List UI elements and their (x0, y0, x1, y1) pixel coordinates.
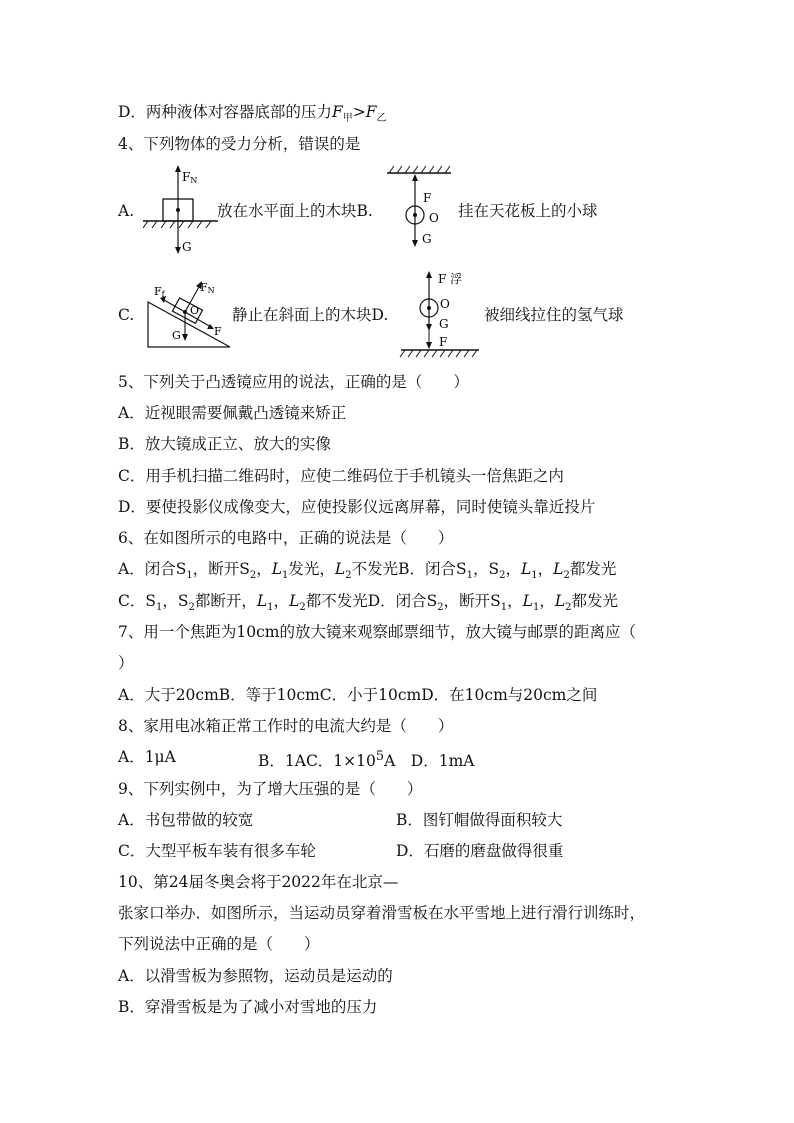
q10-stem-line-3: 下列说法中正确的是（ ） (118, 935, 320, 953)
q4-option-a-label: A. (118, 202, 135, 220)
q4-figure-d (395, 266, 485, 358)
q4-stem: 4、下列物体的受力分析，错误的是 (118, 135, 361, 153)
q5-option-c: C．用手机扫描二维码时，应使二维码位于手机镜头一倍焦距之内 (118, 467, 564, 485)
q6-options-row-2: C．$S_1$，$S_2$都断开，$L_1$，$L_2$都不发光D．闭合$S_2$，断开$S_1$，$L_1$，$L_2$都发光 (118, 592, 619, 614)
q7-options: A．大于20cmB．等于10cmC．小于10cmD．在10cm与20cm之间 (118, 686, 598, 704)
q9-option-a: A．书包带做的较宽 (118, 811, 254, 829)
svg-text:FN: FN (182, 170, 198, 185)
q10-stem-line-2: 张家口举办．如图所示，当运动员穿着滑雪板在水平雪地上进行滑行训练时， (118, 904, 646, 922)
q9-option-c: C．大型平板车装有很多车轮 (118, 842, 316, 860)
q7-stem-cont: ） (118, 654, 134, 672)
svg-text:F: F (214, 325, 222, 338)
svg-text:FN: FN (200, 281, 215, 295)
svg-text:Ff: Ff (154, 285, 165, 299)
q9-option-d: D．石磨的磨盘做得很重 (396, 842, 564, 860)
q4-option-b-text: 挂在天花板上的小球 (458, 202, 598, 220)
q7-stem: 7、用一个焦距为10cm的放大镜来观察邮票细节，放大镜与邮票的距离应（ (118, 623, 636, 641)
q6-stem: 6、在如图所示的电路中，正确的说法是（ ） (118, 529, 454, 547)
q5-option-a: A．近视眼需要佩戴凸透镜来矫正 (118, 404, 347, 422)
q8-option-a: A．1μA (118, 748, 176, 766)
q9-option-b: B．图钉帽做得面积较大 (396, 811, 563, 829)
q5-option-b: B．放大镜成正立、放大的实像 (118, 435, 331, 453)
svg-text:G: G (439, 317, 449, 331)
svg-text:O: O (440, 297, 450, 311)
q10-option-b: B．穿滑雪板是为了减小对雪地的压力 (118, 998, 378, 1016)
q6-options-row-1: A．闭合$S_1$，断开$S_2$，$L_1$发光，$L_2$不发光B．闭合$S_1$，$S_2$，$L_1$，$L_2$都发光 (118, 560, 617, 582)
q4-option-c-text: 静止在斜面上的木块D. (232, 306, 389, 324)
q8-options-bcd: B．1AC．$1\times 10^5A$ D．1mA (258, 749, 475, 771)
svg-text:F 浮: F 浮 (438, 272, 463, 286)
svg-text:F: F (439, 335, 448, 349)
q10-option-a: A．以滑雪板为参照物，运动员是运动的 (118, 967, 393, 985)
q9-stem: 9、下列实例中，为了增大压强的是（ ） (118, 780, 423, 798)
q8-stem: 8、家用电冰箱正常工作时的电流大约是（ ） (118, 717, 454, 735)
svg-text:F: F (423, 191, 432, 205)
q5-option-d: D．要使投影仪成像变大，应使投影仪远离屏幕，同时使镜头靠近投片 (118, 498, 596, 516)
q3-option-d: D．两种液体对容器底部的压力$F_甲>F_乙$ (118, 103, 387, 125)
q4-option-a-text: 放在水平面上的木块B. (217, 202, 373, 220)
svg-text:G: G (422, 232, 432, 246)
q4-option-d-text: 被细线拉住的氢气球 (484, 306, 624, 324)
svg-text:G: G (172, 329, 181, 342)
q4-figure-a (143, 163, 218, 258)
q5-stem: 5、下列关于凸透镜应用的说法，正确的是（ ） (118, 373, 469, 391)
q4-figure-c (144, 277, 234, 352)
svg-text:O: O (190, 304, 200, 317)
svg-text:O: O (429, 211, 439, 225)
q4-option-c-label: C. (118, 306, 135, 324)
q10-stem-line-1: 10、第24届冬奥会将于2022年在北京— (118, 873, 399, 891)
svg-text:G: G (182, 240, 192, 254)
q4-figure-b (385, 165, 455, 250)
